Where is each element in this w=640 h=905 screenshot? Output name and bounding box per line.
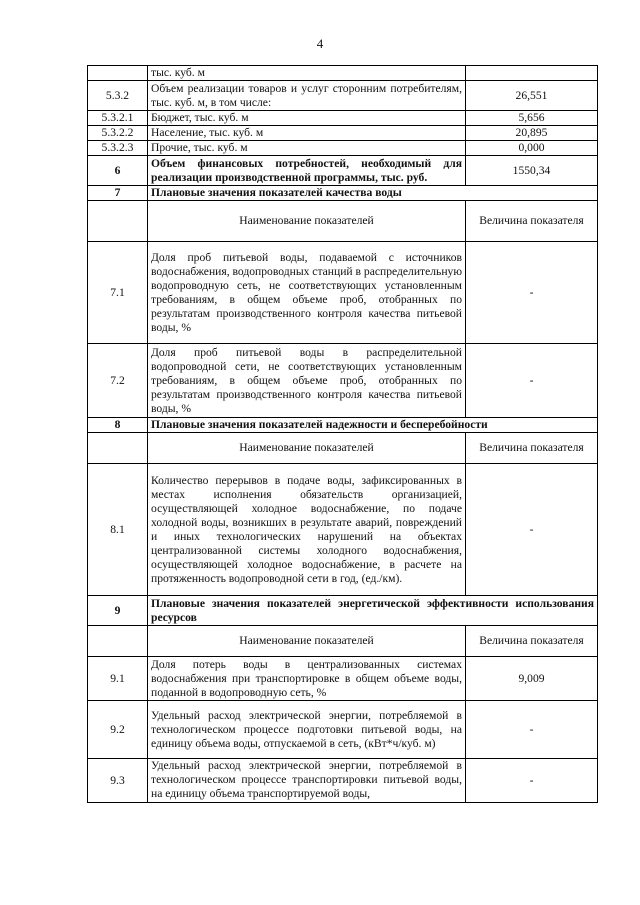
row-description: Количество перерывов в подаче воды, зафиксированных в местах исполнения обязательств организацией, осуществляющей холодное водоснабжение, по подаче холодной воды, возникших в результате аварий, повреждений и иных технологических нарушений на объектах централизованной системы холодного водоснабжения, осуществляющей холодное водоснабжение, в расчете на протяженность водопроводной сети в год, (ед./км). <box>148 464 466 596</box>
page-number: 4 <box>316 36 324 51</box>
row-description: Доля потерь воды в централизованных системах водоснабжения при транспортировке в общем объеме воды, поданной в водопроводную сеть, % <box>148 657 466 701</box>
header-value: Величина показателя <box>466 626 598 657</box>
section-title: Плановые значения показателей энергетической эффективности использования ресурсов <box>148 596 598 626</box>
section-row <box>88 186 598 201</box>
row-number: 5.3.2.3 <box>88 141 148 156</box>
row-number <box>88 66 148 81</box>
table-row <box>88 344 598 418</box>
table-row <box>88 701 598 759</box>
column-header-row <box>88 433 598 464</box>
section-number: 9 <box>88 596 148 626</box>
section-row <box>88 418 598 433</box>
header-value: Величина показателя <box>466 433 598 464</box>
row-number: 9.2 <box>88 701 148 759</box>
row-value: - <box>466 464 598 596</box>
row-number: 8.1 <box>88 464 148 596</box>
row-description: Удельный расход электрической энергии, потребляемой в технологическом процессе подготовки питьевой воды, на единицу объема воды, отпускаемой в сеть, (кВт*ч/куб. м) <box>148 701 466 759</box>
header-blank-cell <box>88 626 148 657</box>
section-title: Плановые значения показателей качества воды <box>148 186 598 201</box>
row-description: Удельный расход электрической энергии, потребляемой в технологическом процессе транспортировки питьевой воды, на единицу объема транспортируемой воды, <box>148 759 466 803</box>
row-value: - <box>466 344 598 418</box>
row-description: Объем финансовых потребностей, необходимый для реализации производственной программы, тыс. руб. <box>148 156 466 186</box>
section-number: 8 <box>88 418 148 433</box>
row-description: Объем реализации товаров и услуг сторонним потребителям, тыс. куб. м, в том числе: <box>148 81 466 111</box>
row-value: - <box>466 759 598 803</box>
row-number: 9.1 <box>88 657 148 701</box>
section-number: 7 <box>88 186 148 201</box>
row-description: Доля проб питьевой воды, подаваемой с источников водоснабжения, водопроводных станций в распределительную водопроводную сеть, не соответствующих установленным требованиям, в общем объеме проб, отобранных по результатам производственного контроля качества питьевой воды, % <box>148 242 466 344</box>
header-value: Величина показателя <box>466 201 598 242</box>
row-description: Бюджет, тыс. куб. м <box>148 111 466 126</box>
row-description: Прочие, тыс. куб. м <box>148 141 466 156</box>
row-description: Доля проб питьевой воды в распределительной водопроводной сети, не соответствующих установленным требованиям, в общем объеме проб, отобранных по результатам производственного контроля качества питьевой воды, % <box>148 344 466 418</box>
column-header-row <box>88 201 598 242</box>
row-description: Население, тыс. куб. м <box>148 126 466 141</box>
header-blank-cell <box>88 201 148 242</box>
row-description: тыс. куб. м <box>148 66 466 81</box>
header-name: Наименование показателей <box>148 626 466 657</box>
table-row <box>88 464 598 596</box>
row-value: 1550,34 <box>466 156 598 186</box>
row-value: 26,551 <box>466 81 598 111</box>
table-row <box>88 156 598 186</box>
table-row <box>88 759 598 803</box>
row-value: 20,895 <box>466 126 598 141</box>
column-header-row <box>88 626 598 657</box>
indicators-table <box>87 65 598 803</box>
table-row <box>88 141 598 156</box>
row-number: 7.1 <box>88 242 148 344</box>
row-number: 5.3.2.2 <box>88 126 148 141</box>
row-value: 9,009 <box>466 657 598 701</box>
row-value: - <box>466 242 598 344</box>
row-number: 7.2 <box>88 344 148 418</box>
row-value <box>466 66 598 81</box>
row-number: 9.3 <box>88 759 148 803</box>
table-row <box>88 111 598 126</box>
table-row <box>88 81 598 111</box>
row-number: 5.3.2 <box>88 81 148 111</box>
header-blank-cell <box>88 433 148 464</box>
table-row <box>88 66 598 81</box>
section-title: Плановые значения показателей надежности и бесперебойности <box>148 418 598 433</box>
header-name: Наименование показателей <box>148 201 466 242</box>
header-name: Наименование показателей <box>148 433 466 464</box>
row-number: 5.3.2.1 <box>88 111 148 126</box>
row-value: - <box>466 701 598 759</box>
row-value: 5,656 <box>466 111 598 126</box>
section-row <box>88 596 598 626</box>
row-number: 6 <box>88 156 148 186</box>
row-value: 0,000 <box>466 141 598 156</box>
table-row <box>88 126 598 141</box>
table-row <box>88 242 598 344</box>
table-row <box>88 657 598 701</box>
